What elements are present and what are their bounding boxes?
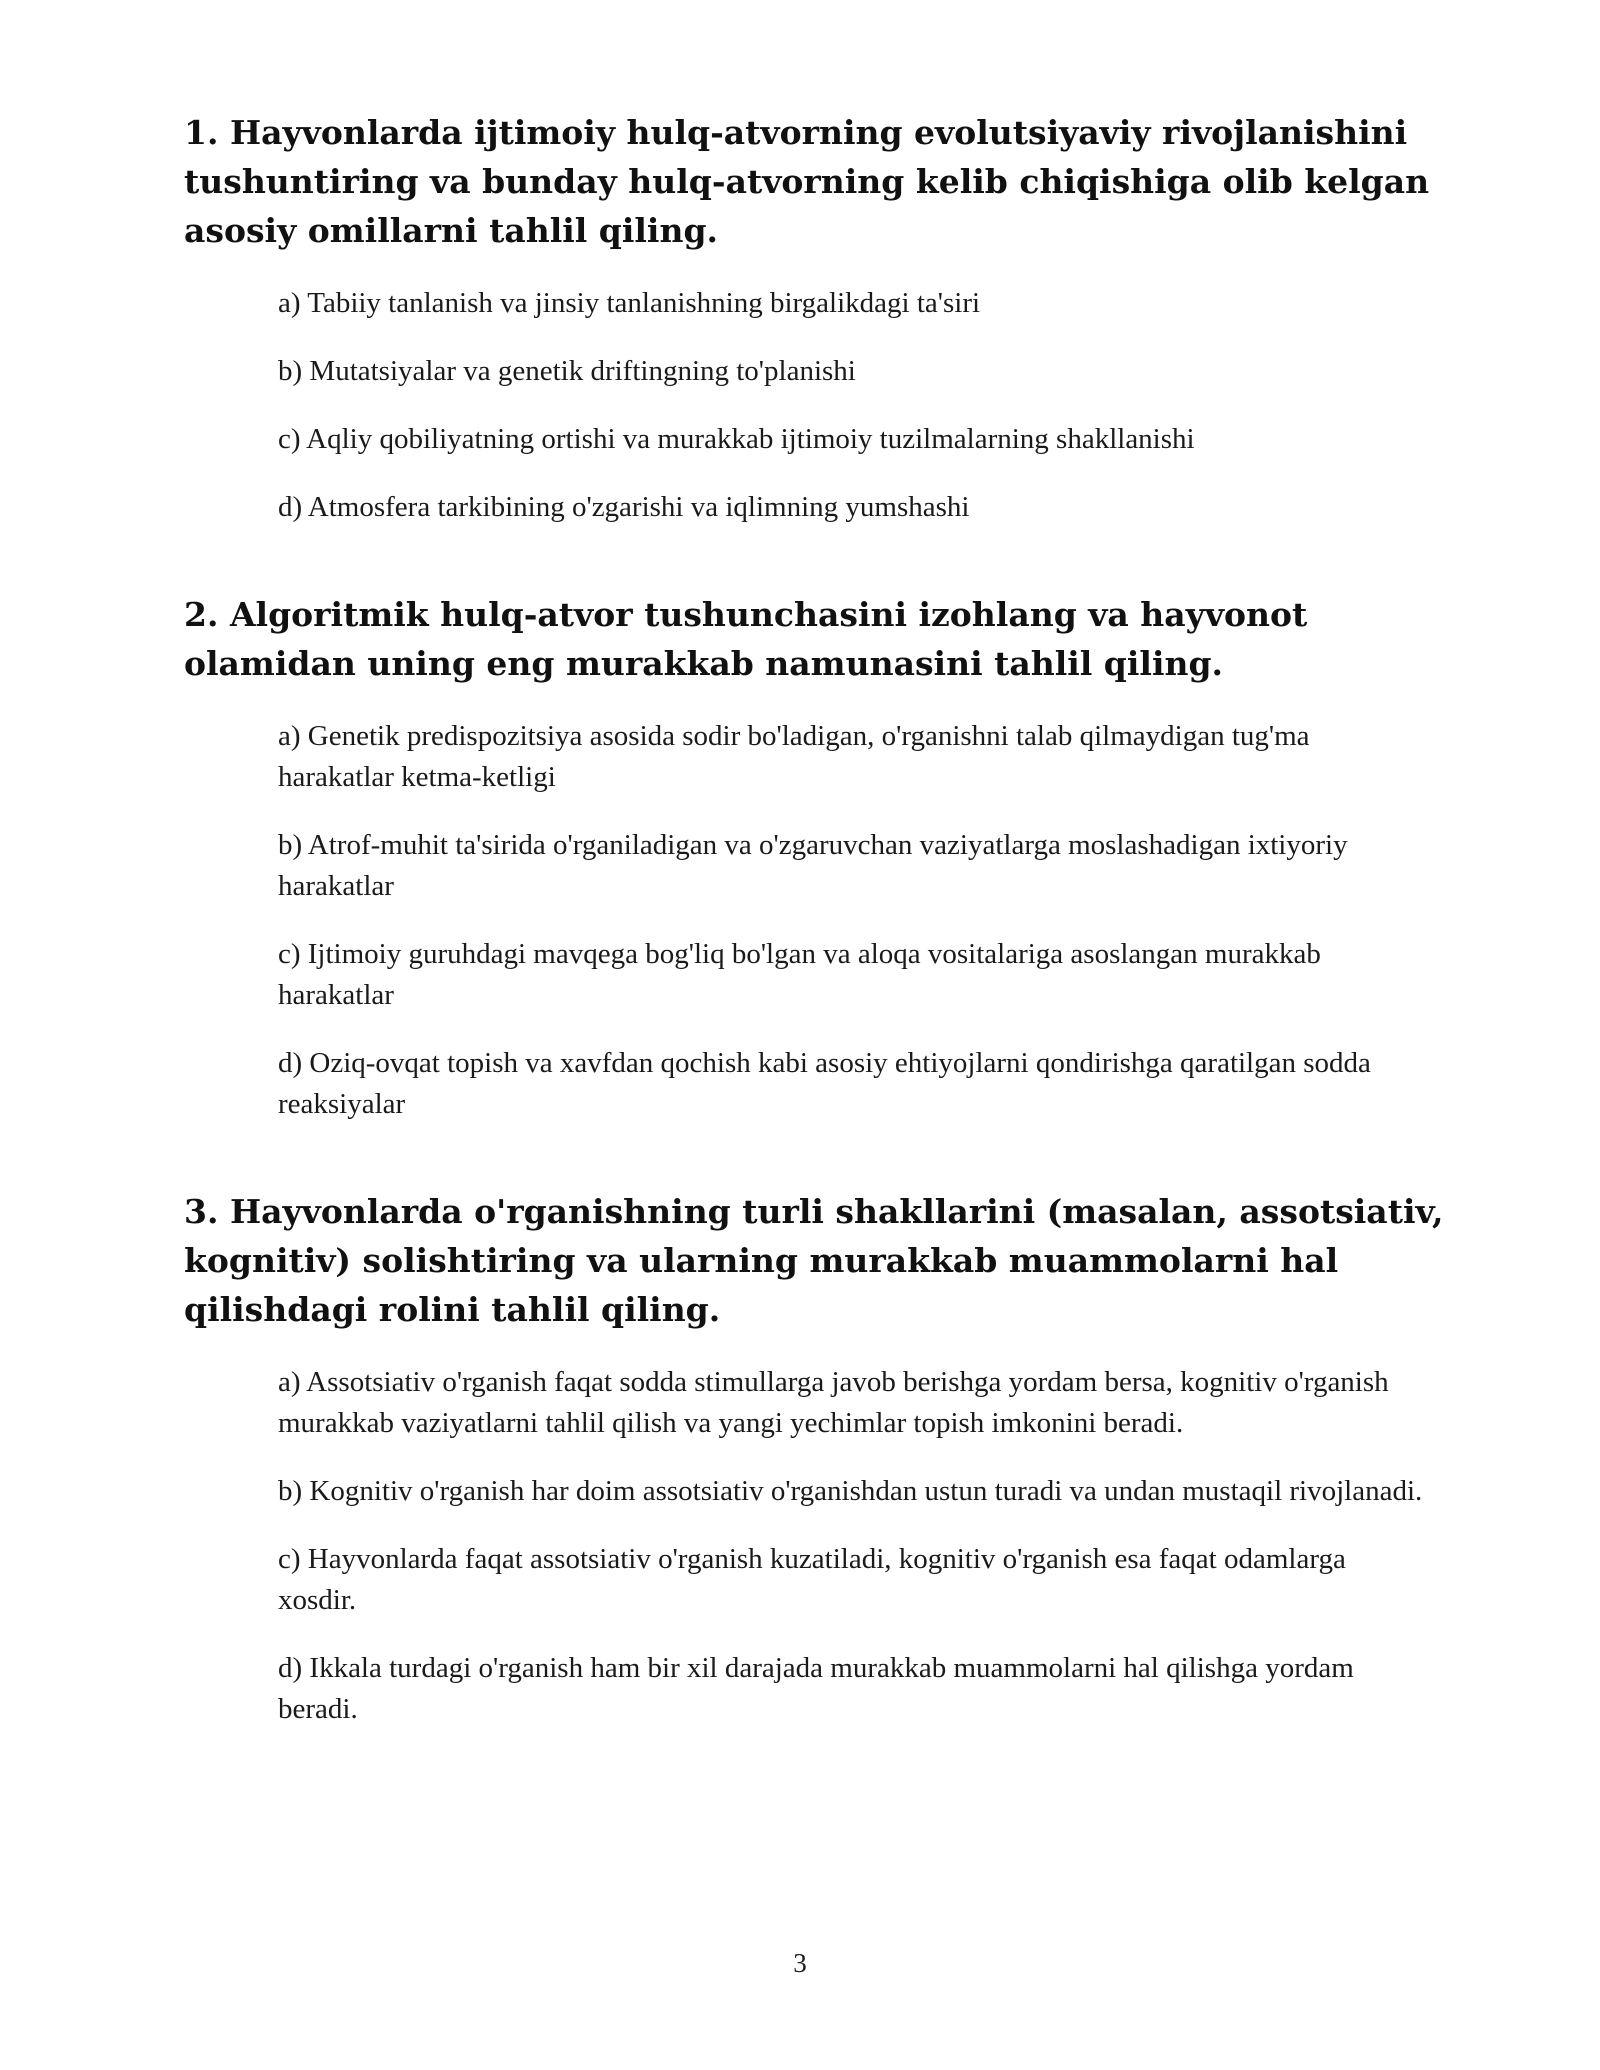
- question-title: 2. Algoritmik hulq-atvor tushunchasini izohlang va hayvonot olamidan uning eng murakkab namunasini tahlil qiling.: [184, 595, 1308, 683]
- answer-option-d: d) Ikkala turdagi o'rganish ham bir xil darajada murakkab muammolarni hal qilishga yordam beradi.: [278, 1652, 1354, 1725]
- answer-option-a: a) Genetik predispozitsiya asosida sodir bo'ladigan, o'rganishni talab qilmaydigan tug'ma harakatlar ketma-ketligi: [278, 720, 1310, 793]
- page-content: [184, 108, 1444, 1792]
- question-3: [184, 1187, 1444, 1730]
- question-2: [184, 590, 1444, 1125]
- question-title: 3. Hayvonlarda o'rganishning turli shakllarini (masalan, assotsiativ, kognitiv) solishtiring va ularning murakkab muammolarni hal qilishdagi rolini tahlil qiling.: [184, 1192, 1444, 1329]
- answer-options: [184, 1362, 1444, 1730]
- answer-options: [184, 716, 1444, 1125]
- answer-option-a: a) Tabiiy tanlanish va jinsiy tanlanishning birgalikdagi ta'siri: [278, 287, 981, 319]
- answer-option-b: b) Atrof-muhit ta'sirida o'rganiladigan va o'zgaruvchan vaziyatlarga moslashadigan ixtiyoriy harakatlar: [278, 829, 1348, 902]
- answer-option-d: d) Atmosfera tarkibining o'zgarishi va iqlimning yumshashi: [278, 491, 970, 523]
- answer-option-c: c) Ijtimoiy guruhdagi mavqega bog'liq bo'lgan va aloqa vositalariga asoslangan murakkab harakatlar: [278, 938, 1321, 1011]
- answer-option-c: c) Aqliy qobiliyatning ortishi va murakkab ijtimoiy tuzilmalarning shakllanishi: [278, 423, 1195, 455]
- answer-options: [184, 283, 1444, 528]
- answer-option-b: b) Mutatsiyalar va genetik driftingning to'planishi: [278, 355, 856, 387]
- answer-option-d: d) Oziq-ovqat topish va xavfdan qochish kabi asosiy ehtiyojlarni qondirishga qaratilgan sodda reaksiyalar: [278, 1047, 1371, 1120]
- page-number: 3: [793, 1948, 807, 1978]
- answer-option-a: a) Assotsiativ o'rganish faqat sodda stimullarga javob berishga yordam bersa, kognitiv o'rganish murakkab vaziyatlarni tahlil qilish va yangi yechimlar topish imkonini beradi.: [278, 1366, 1389, 1439]
- answer-option-c: c) Hayvonlarda faqat assotsiativ o'rganish kuzatiladi, kognitiv o'rganish esa faqat odamlarga xosdir.: [278, 1543, 1346, 1616]
- question-1: [184, 108, 1444, 528]
- question-title: 1. Hayvonlarda ijtimoiy hulq-atvorning evolutsiyaviy rivojlanishini tushuntiring va bunday hulq-atvorning kelib chiqishiga olib kelgan asosiy omillarni tahlil qiling.: [184, 113, 1430, 250]
- answer-option-b: b) Kognitiv o'rganish har doim assotsiativ o'rganishdan ustun turadi va undan mustaqil rivojlanadi.: [278, 1475, 1423, 1507]
